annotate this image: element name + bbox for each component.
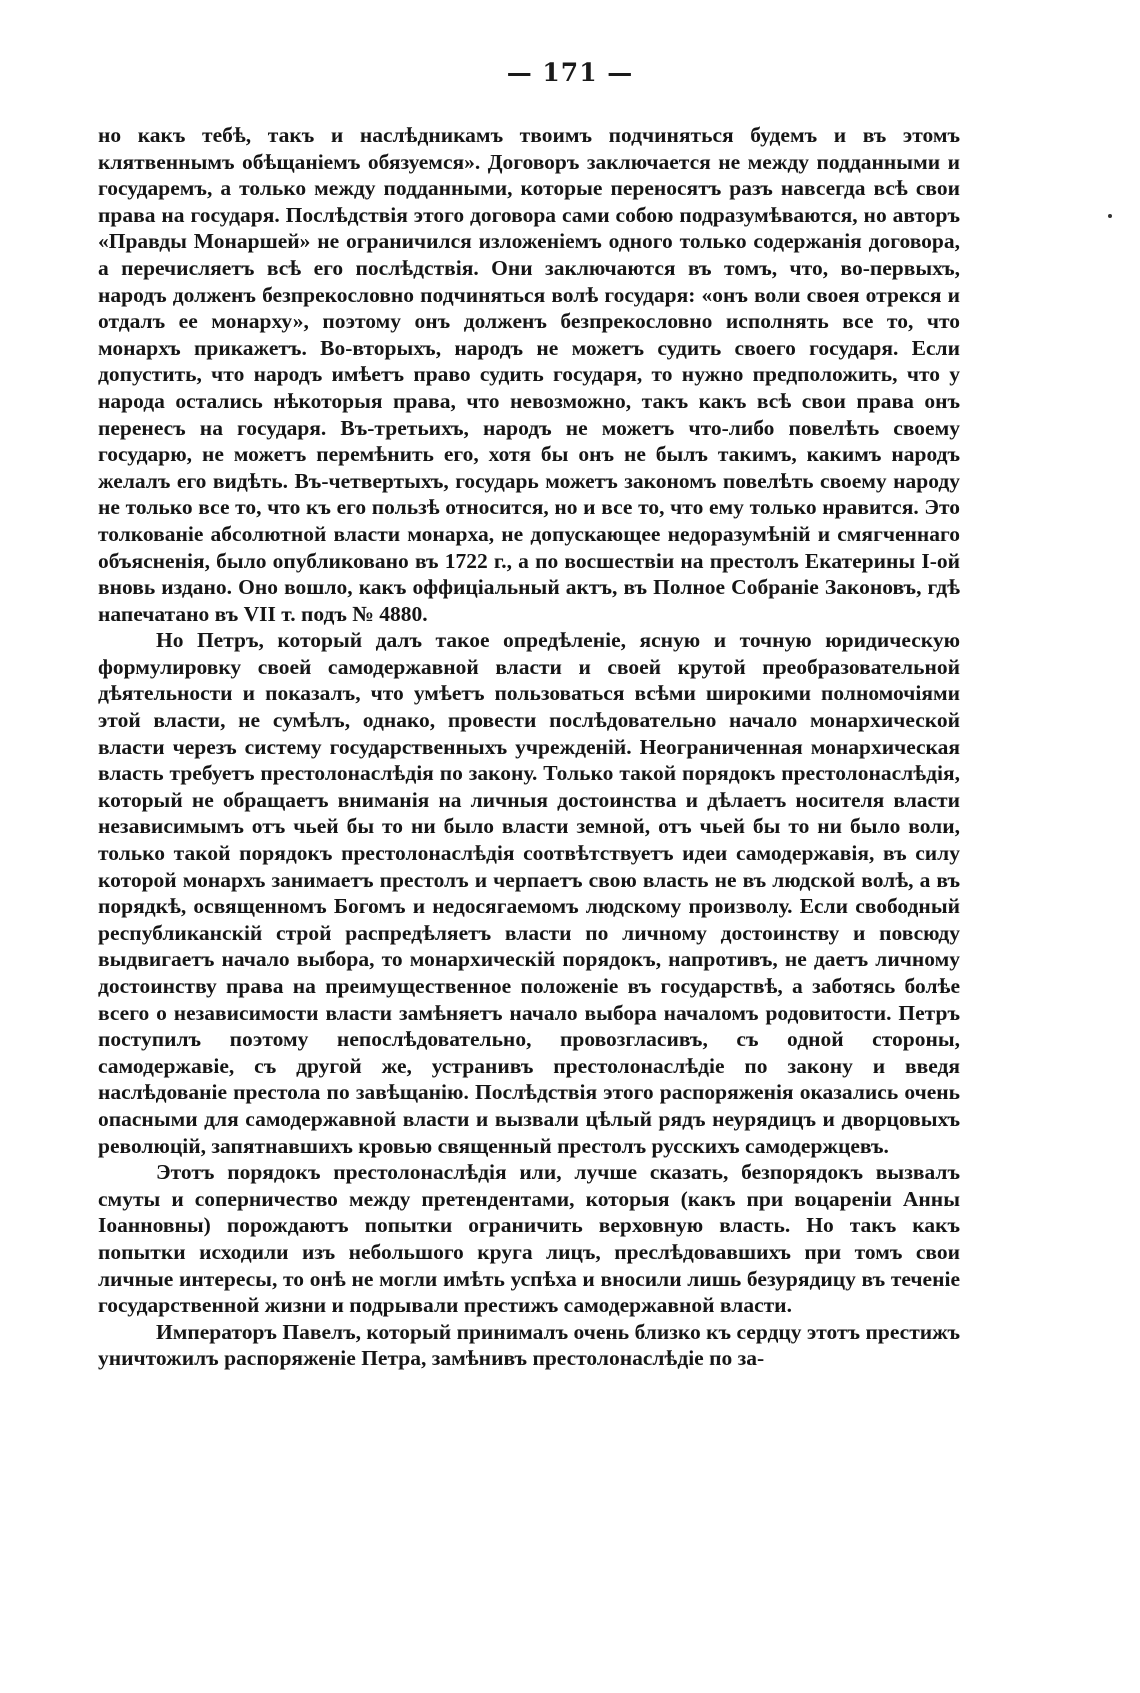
scan-speck bbox=[1108, 214, 1112, 218]
paragraph-1: но какъ тебѣ, такъ и наслѣдникамъ твоимъ подчиняться будемъ и въ этомъ клятвеннымъ обѣщаніемъ обязуемся». Договоръ заключается не между подданными и государемъ, а только между подданными, которые переносятъ разъ навсегда всѣ свои права на государя. Послѣдствія этого договора сами собою подразумѣваются, но авторъ «Правды Монаршей» не ограничился изложеніемъ одного только содержанія договора, а перечисляетъ всѣ его послѣдствія. Они заключаются въ томъ, что, во-первыхъ, народъ долженъ безпрекословно подчиняться волѣ государя: «онъ воли своея отрекся и отдалъ ее монарху», поэтому онъ долженъ безпрекословно исполнять все то, что монархъ прикажетъ. Во-вторыхъ, народъ не можетъ судить своего государя. Если допустить, что народъ имѣетъ право судить государя, то нужно предположить, что у народа остались нѣкоторыя права, что невозможно, такъ какъ всѣ свои права онъ перенесъ на государя. Въ-третьихъ, народъ не можетъ что-либо повелѣть своему государю, не можетъ перемѣнить его, хотя бы онъ не былъ такимъ, какимъ народъ желалъ его видѣть. Въ-четвертыхъ, государь можетъ закономъ повелѣть своему народу не только все то, что къ его пользѣ относится, но и все то, что ему только нравится. Это толкованіе абсолютной власти монарха, не допускающее недоразумѣній и смягченнаго объясненія, было опубликовано въ 1722 г., а по восшествіи на престолъ Екатерины I-ой вновь издано. Оно вошло, какъ оффиціальный актъ, въ Полное Собраніе Законовъ, гдѣ напечатано въ VII т. подъ № 4880. bbox=[98, 123, 960, 626]
body-text bbox=[98, 122, 960, 1372]
paragraph-2: Но Петръ, который далъ такое опредѣленіе, ясную и точную юридическую формулировку своей самодержавной власти и своей крутой преобразовательной дѣятельности и показалъ, что умѣетъ пользоваться всѣми широкими полномочіями этой власти, не сумѣлъ, однако, провести послѣдовательно начало монархической власти черезъ систему государственныхъ учрежденій. Неограниченная монархическая власть требуетъ престолонаслѣдія по закону. Только такой порядокъ престолонаслѣдія, который не обращаетъ вниманія на личныя достоинства и дѣлаетъ носителя власти независимымъ отъ чьей бы то ни было власти земной, отъ чьей бы то ни было воли, только такой порядокъ престолонаслѣдія соотвѣтствуетъ идеи самодержавія, въ силу которой монархъ занимаетъ престолъ и черпаетъ свою власть не въ людской волѣ, а въ порядкѣ, освященномъ Богомъ и недосягаемомъ людскому произволу. Если свободный республиканскій строй распредѣляетъ власти по личному достоинству и повсюду выдвигаетъ начало выбора, то монархическій порядокъ, напротивъ, не даетъ личному достоинству права на преимущественное положеніе въ государствѣ, а заботясь болѣе всего о независимости власти замѣняетъ начало выбора началомъ родовитости. Петръ поступилъ поэтому непослѣдовательно, провозгласивъ, съ одной стороны, самодержавіе, съ другой же, устранивъ престолонаслѣдіе по закону и введя наслѣдованіе престола по завѣщанію. Послѣдствія этого распоряженія оказались очень опасными для самодержавной власти и вызвали цѣлый рядъ неурядицъ и дворцовыхъ революцій, запятнавшихъ кровью священный престолъ русскихъ самодержцевъ. bbox=[98, 628, 960, 1158]
paragraph-3: Этотъ порядокъ престолонаслѣдія или, лучше сказать, безпорядокъ вызвалъ смуты и соперничество между претендентами, которыя (какъ при воцареніи Анны Іоанновны) порождаютъ попытки ограничить верховную власть. Но такъ какъ попытки исходили изъ небольшого круга лицъ, преслѣдовавшихъ при томъ свои личные интересы, то онѣ не могли имѣть успѣха и вносили лишь безурядицу въ теченіе государственной жизни и подрывали престижъ самодержавной власти. bbox=[98, 1160, 960, 1318]
page-number: — 171 — bbox=[506, 58, 634, 87]
paragraph-4: Императоръ Павелъ, который принималъ очень близко къ сердцу этотъ престижъ уничтожилъ распоряженіе Петра, замѣнивъ престолонаслѣдіе по за- bbox=[98, 1319, 960, 1371]
